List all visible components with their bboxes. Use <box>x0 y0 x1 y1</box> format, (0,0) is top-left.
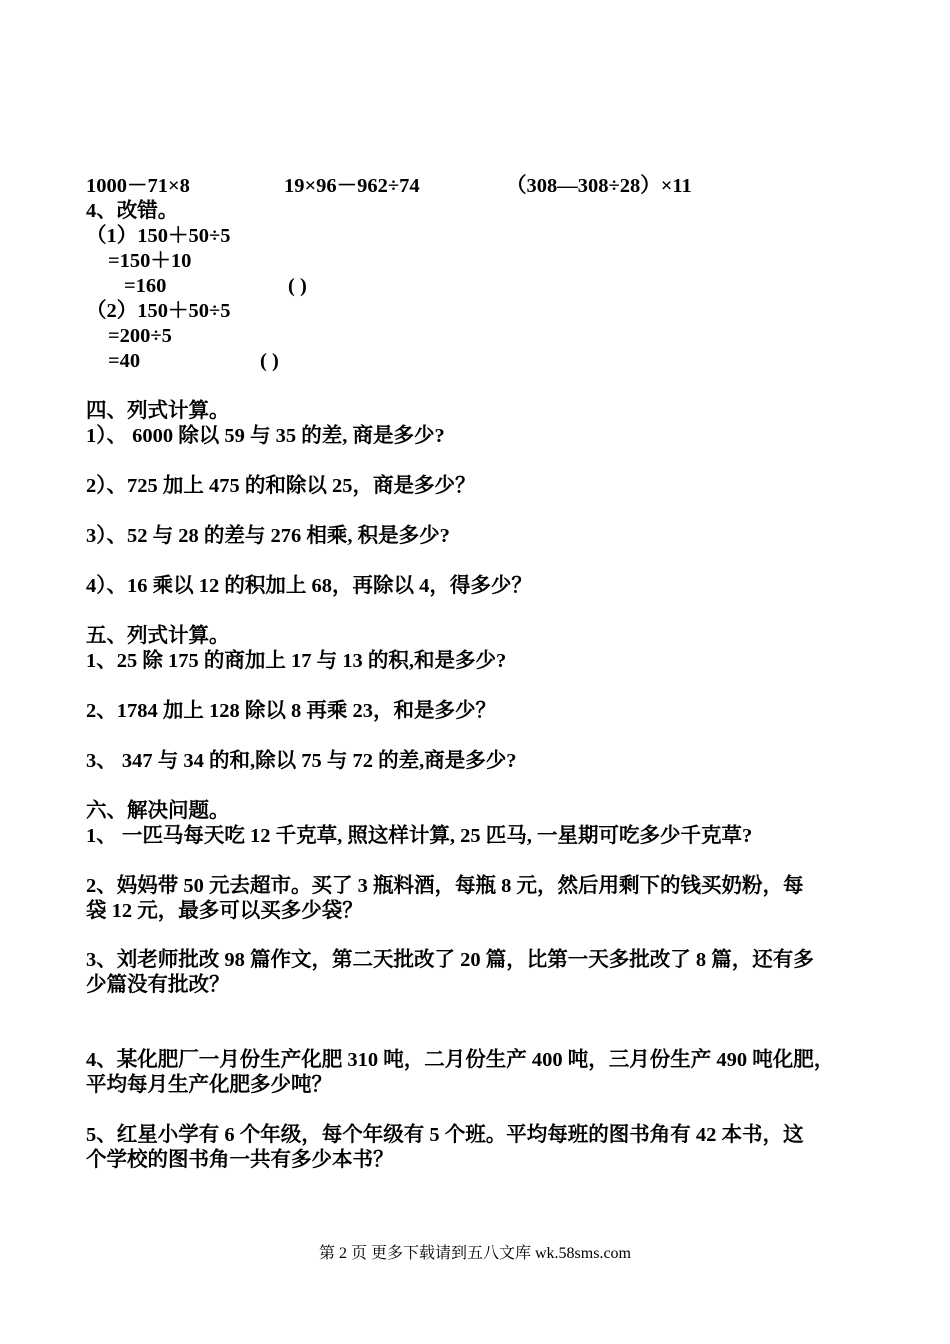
part-4-item-3: 3）、52 与 28 的差与 276 相乘, 积是多少? <box>86 525 450 547</box>
problem-2-line-3: =40 <box>108 350 141 372</box>
question-5-line-2: 个学校的图书角一共有多少本书？ <box>86 1149 394 1171</box>
part-4-item-1: 1）、 6000 除以 59 与 35 的差, 商是多少? <box>86 425 445 447</box>
question-2-line-1: 2、妈妈带 50 元去超市。买了 3 瓶料酒，每瓶 8 元，然后用剩下的钱买奶粉，每 <box>86 875 804 897</box>
answer-bracket-2[interactable]: ( ) <box>260 350 279 372</box>
answer-bracket-1[interactable]: ( ) <box>288 275 307 297</box>
problem-1-line-3: =160 <box>124 275 167 297</box>
section-4-title: 4、改错。 <box>86 200 179 222</box>
part-5-title: 五、列式计算。 <box>86 625 230 647</box>
question-4-line-1: 4、某化肥厂一月份生产化肥 310 吨，二月份生产 400 吨，三月份生产 490 吨化肥， <box>86 1049 835 1071</box>
part-4-item-4: 4）、16 乘以 12 的积加上 68，再除以 4，得多少？ <box>86 575 532 597</box>
question-3-line-1: 3、刘老师批改 98 篇作文，第二天批改了 20 篇，比第一天多批改了 8 篇，还有多 <box>86 949 814 971</box>
problem-1-line-2: =150＋10 <box>108 250 192 272</box>
expression-2: 19×96－962÷74 <box>284 175 420 197</box>
question-3-line-2: 少篇没有批改？ <box>86 974 230 996</box>
part-4-item-2: 2）、725 加上 475 的和除以 25，商是多少？ <box>86 475 476 497</box>
expression-3: （308—308÷28）×11 <box>506 175 692 197</box>
problem-2-line-1: （2）150＋50÷5 <box>86 300 231 322</box>
part-4-title: 四、列式计算。 <box>86 400 230 422</box>
question-4-line-2: 平均每月生产化肥多少吨？ <box>86 1074 332 1096</box>
expression-1: 1000－71×8 <box>86 175 190 197</box>
question-1: 1、 一匹马每天吃 12 千克草, 照这样计算, 25 匹马, 一星期可吃多少千克草? <box>86 825 753 847</box>
part-5-item-3: 3、 347 与 34 的和,除以 75 与 72 的差,商是多少? <box>86 750 517 772</box>
part-5-item-1: 1、25 除 175 的商加上 17 与 13 的积,和是多少? <box>86 650 507 672</box>
question-2-line-2: 袋 12 元，最多可以买多少袋？ <box>86 900 363 922</box>
question-5-line-1: 5、红星小学有 6 个年级，每个年级有 5 个班。平均每班的图书角有 42 本书，这 <box>86 1124 804 1146</box>
page-footer: 第 2 页 更多下载请到五八文库 wk.58sms.com <box>318 1245 631 1262</box>
part-5-item-2: 2、1784 加上 128 除以 8 再乘 23，和是多少？ <box>86 700 496 722</box>
part-6-title: 六、解决问题。 <box>86 800 230 822</box>
problem-2-line-2: =200÷5 <box>108 325 172 347</box>
problem-1-line-1: （1）150＋50÷5 <box>86 225 231 247</box>
exercise-row <box>86 174 692 199</box>
